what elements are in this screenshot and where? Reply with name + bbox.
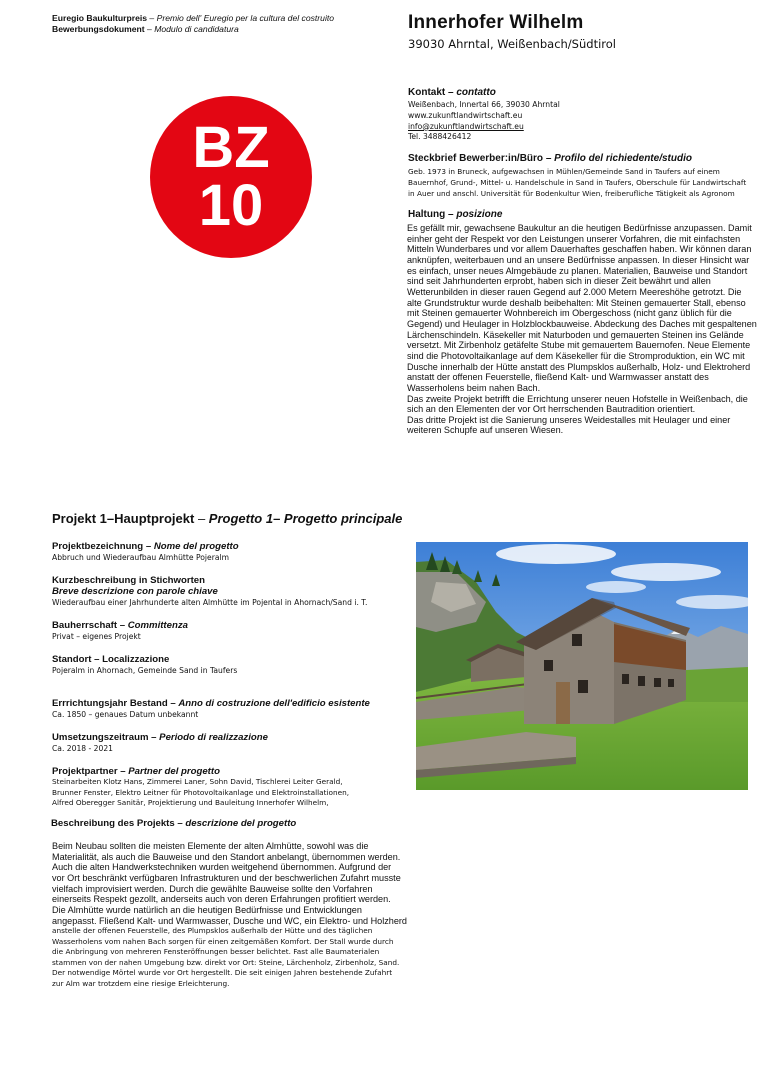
- position-line: Dusche innerhalb der Hütte anstatt des Plumpsklos außerhalb, Holz- und Elektroherd: [407, 361, 751, 372]
- profile-line: Bauernhof, Grund-, Mittel- u. Handelschule in Sand in Taufers, Oberschule für Landwirtschaft: [408, 177, 747, 187]
- position-heading: Haltung – posizione: [408, 209, 503, 220]
- field-value: Ca. 2018 - 2021: [52, 744, 114, 753]
- document-header: [52, 13, 334, 35]
- field-location: Standort – Localizzazione Pojeralm in Ahornach, Gemeinde Sand in Taufers: [52, 654, 238, 675]
- applicant-name: Innerhofer Wilhelm: [408, 12, 584, 33]
- position-line: Es gefällt mir, gewachsene Baukultur an die heutigen Bedürfnisse anzupassen. Damit: [407, 223, 752, 233]
- field-client: Bauherrschaft – Committenza Privat – eigenes Projekt: [52, 620, 188, 641]
- field-short-description: Kurzbeschreibung in Stichworten Breve descrizione con parole chiave Wiederaufbau einer Jahrhunderte alten Almhütte im Pojental in Ahornach/Sand i. T.: [52, 575, 368, 607]
- description-line: einerseits Respekt gezollt, anderseits auch von deren Erfahrungen profitiert werden.: [52, 894, 391, 905]
- description-line: stammen von der nahen Umgebung bzw. direkt vor Ort: Steine, Lärchenholz, Zirbenholz, Sand.: [52, 957, 400, 967]
- position-line: sich an den Elementen der vor Ort herrschenden Bautradition orientiert.: [407, 404, 696, 415]
- description-line: anstelle der offenen Feuerstelle, des Plumpsklos außerhalb der Hütte und des täglichen: [52, 926, 373, 935]
- position-line: Wetterunbilden in dieser rauen Gegend auf 2.000 Metern Meereshöhe getrotzt. Die: [407, 286, 742, 297]
- position-line: sind die Photovoltaikanlage auf dem Käsekeller für die Stromproduktion, ein WC mit: [407, 350, 745, 361]
- profile-line: Geb. 1973 in Bruneck, aufgewachsen in Mühlen/Gemeinde Sand in Taufers auf einem: [408, 167, 720, 176]
- position-line: weiteren Schupfe auf unseren Wiesen.: [407, 425, 564, 436]
- applicant-address: 39030 Ahrntal, Weißenbach/Südtirol: [408, 37, 616, 51]
- partner-line: Brunner Fenster, Elektro Leitner für Photovoltaikanlage und Elektroinstallationen,: [52, 787, 350, 797]
- profile-heading: Steckbrief Bewerber:in/Büro – Profilo del richiedente/studio: [408, 153, 692, 164]
- position-line: Wasserholens beim nahen Bach.: [407, 382, 541, 393]
- field-value: Abbruch und Wiederaufbau Almhütte Pojeralm: [52, 553, 229, 562]
- contact-phone: Tel. 3488426412: [408, 132, 472, 142]
- contact-website-link[interactable]: www.zukunftlandwirtschaft.eu: [408, 110, 523, 120]
- header-line-1: Euregio Baukulturpreis – Premio dell' Euregio per la cultura del costruito: [52, 13, 335, 23]
- field-construction-year: Errrichtungsjahr Bestand – Anno di costruzione dell'edificio esistente Ca. 1850 – genaues Datum unbekannt: [52, 698, 370, 719]
- project-title: Projekt 1–Hauptprojekt – Progetto 1– Progetto principale: [52, 511, 403, 526]
- description-line: Wasserholens vom nahen Bach sorgen für einen zeitgemäßen Komfort. Der Stall wurde durch: [52, 936, 394, 946]
- position-line: Mitteln Wunderbares und vor allem Dauerhaftes geschaffen haben. Wir können daran: [407, 244, 752, 255]
- description-line: vor Ort beschränkt verfügbaren Infrastrukturen und der beschwerlichen Zufahrt musste: [52, 872, 401, 883]
- contact-lines: [408, 100, 748, 143]
- header-line-2: Bewerbungsdokument – Modulo di candidatura: [52, 24, 239, 34]
- position-line: einher geht der Respekt vor den Leistungen unserer Vorfahren, die mit einfachsten: [407, 233, 741, 244]
- description-line: angepasst. Fließend Kalt- und Warmwasser, Dusche und WC, ein Elektro- und Holzherd: [52, 915, 407, 926]
- position-line: Das dritte Projekt ist die Sanierung unseres Weidestalles mit Heulager und einer: [407, 414, 731, 425]
- position-line: mit Steinen gemauerter Wohnbereich im Obergeschoss (nicht ganz üblich für die: [407, 308, 732, 319]
- description-line: zur Alm war trotzdem eine riesige Erleichterung.: [52, 978, 230, 988]
- position-line: Gegend) und Heulager in Holzblockbauweise. Abdeckung des Daches mit gespaltenen: [407, 318, 757, 329]
- position-line: sind seit Jahrhunderten erprobt, haben sich in dieser Zeit bewährt und allen: [407, 276, 711, 287]
- description-line: Auch die alten Handwerkstechniken wurden weitgehend übernommen. Aufgrund der: [52, 862, 392, 873]
- field-value: Privat – eigenes Projekt: [52, 632, 141, 641]
- contact-email-link[interactable]: info@zukunftlandwirtschaft.eu: [408, 121, 524, 131]
- alpine-hut-image: [416, 542, 748, 790]
- contact-heading: Kontakt – contatto: [408, 87, 496, 98]
- profile-line: in Auer und anschl. Universität für Bodenkultur Wien, freiberufliche Tätigkeit als Agronom: [408, 188, 735, 198]
- partner-line: Steinarbeiten Klotz Hans, Zimmerei Laner, Sohn David, Tischlerei Leiter Gerald,: [52, 777, 343, 786]
- description-text: [52, 841, 407, 926]
- description-text-continued: [52, 926, 399, 990]
- description-line: die Anbringung von mehreren Fensteröffnungen besser belichtet. Fast alle Baumaterialen: [52, 947, 380, 957]
- position-line: anknüpfen, weiterbauen und an unsere Bedürfnisse anpassen. In dieser Hinsicht war: [407, 254, 750, 265]
- profile-section: [408, 153, 758, 199]
- position-text: [407, 223, 759, 436]
- description-line: Materialität, als auch die Bauweise und den Standort anbelangt, übernommen werden.: [52, 851, 401, 862]
- position-line: es einfach, unser neues Almgebäude zu planen. Materialien, Bauweise und Standort: [407, 265, 748, 276]
- partner-line: Alfred Oberegger Sanitär, Projektierung und Bauleitung Innerhofer Wilhelm,: [52, 798, 329, 808]
- field-period: Umsetzungszeitraum – Periodo di realizzazione Ca. 2018 - 2021: [52, 732, 268, 753]
- position-line: anstatt der offenen Feuerstelle, fließend Kalt- und Warmwasser anstatt des: [407, 372, 709, 383]
- field-name: Projektbezeichnung – Nome del progetto Abbruch und Wiederaufbau Almhütte Pojeralm: [52, 541, 239, 562]
- position-line: versetzt. Mit Zirbenholz getäfelte Stube mit gemauertem Bauernofen. Neue Elemente: [407, 340, 751, 351]
- description-line: Die Almhütte wurde natürlich an die heutigen Bedürfnisse und Entwicklungen: [52, 904, 362, 915]
- field-value: Pojeralm in Ahornach, Gemeinde Sand in Taufers: [52, 666, 238, 675]
- badge-line-2: 10: [198, 173, 264, 238]
- field-value: Wiederaufbau einer Jahrhunderte alten Almhütte im Pojental in Ahornach/Sand i. T.: [52, 598, 368, 607]
- position-line: Lärchenschindeln. Käsekeller mit Naturboden und gemauerten Steinen ins Gelände: [407, 329, 744, 340]
- field-partners: Projektpartner – Partner del progetto Steinarbeiten Klotz Hans, Zimmerei Laner, Sohn David, Tischlerei Leiter Gerald, Brunner Fenster, Elektro Leitner für Photovoltaikanlage und Elektroinstallationen, Alfred Oberegger Sanitär, Projektierung und Bauleitung Innerhofer Wilhelm,: [52, 766, 350, 808]
- position-line: alte Grundstruktur wurde deshalb beibehalten: Mit Steinen gemauerter Stall, ebenso: [407, 297, 746, 308]
- field-value: Ca. 1850 – genaues Datum unbekannt: [52, 710, 199, 719]
- description-line: vielfach improvisiert werden. Durch die gewählte Bauweise sollte den Vorfahren: [52, 883, 373, 894]
- badge-line-1: BZ: [192, 115, 270, 180]
- position-line: Das zweite Projekt betrifft die Errichtung unserer neuen Hofstelle in Weißenbach, die: [407, 393, 748, 404]
- project-photo: [416, 542, 748, 790]
- description-line: Beim Neubau sollten die meisten Elemente der alten Almhütte, sowohl was die: [52, 841, 369, 851]
- contact-address: Weißenbach, Innertal 66, 39030 Ahrntal: [408, 100, 560, 109]
- description-line: Der notwendige Mörtel wurde vor Ort hergestellt. Die seit einigen Jahren bestehende Zufahrt: [52, 968, 393, 978]
- project-code-badge: [150, 96, 312, 258]
- contact-section: [408, 87, 748, 143]
- profile-text: [408, 167, 758, 199]
- description-heading: Beschreibung des Projekts – descrizione del progetto: [51, 818, 297, 829]
